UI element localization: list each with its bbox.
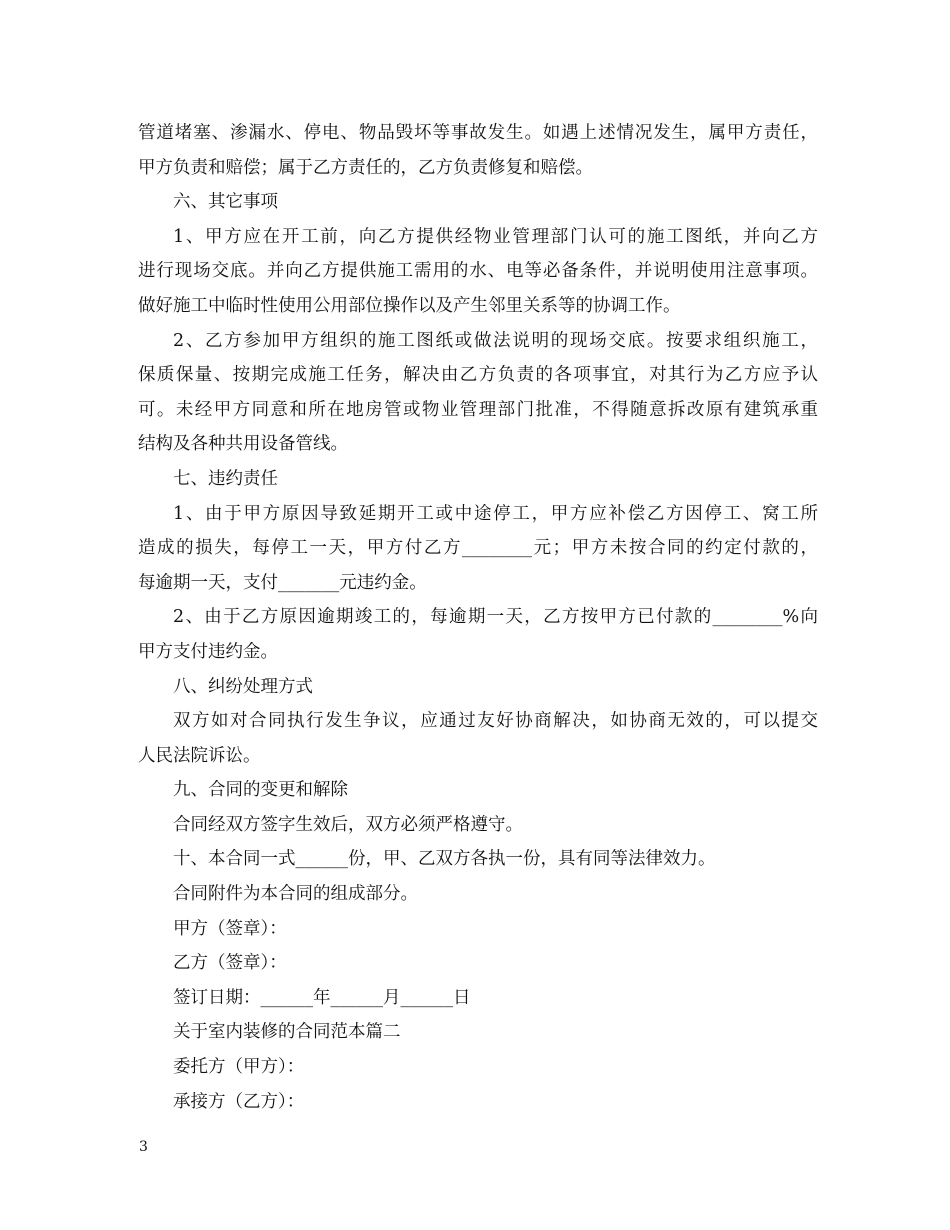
contract-body xyxy=(138,116,818,1119)
text-line: 做好施工中临时性使用公用部位操作以及产生邻里关系等的协调工作。 xyxy=(138,295,681,316)
text-line: 2、乙方参加甲方组织的施工图纸或做法说明的现场交底。按要求组织施工， xyxy=(173,330,818,351)
text-line: 1、甲方应在开工前，向乙方提供经物业管理部门认可的施工图纸，并向乙方 xyxy=(173,226,818,247)
text-line: 1、由于甲方原因导致延期开工或中途停工，甲方应补偿乙方因停工、窝工所 xyxy=(173,503,818,524)
client-party-label: 委托方（甲方）： xyxy=(173,1057,305,1078)
section-heading: 八、纠纷处理方式 xyxy=(173,676,313,697)
contractor-party-label: 承接方（乙方）： xyxy=(173,1091,305,1112)
text-line: 结构及各种共用设备管线。 xyxy=(138,434,348,455)
text-line: 管道堵塞、渗漏水、停电、物品毁坏等事故发生。如遇上述情况发生，属甲方责任， xyxy=(138,123,818,143)
text-line: 每逾期一天，支付_______元违约金。 xyxy=(138,572,427,593)
text-line: 造成的损失，每停工一天，甲方付乙方________元；甲方未按合同的约定付款的， xyxy=(138,538,818,559)
text-line: 人民法院诉讼。 xyxy=(138,745,261,766)
text-line: 可。未经甲方同意和所在地房管或物业管理部门批准，不得随意拆改原有建筑承重 xyxy=(138,399,818,420)
text-line: 保质保量、按期完成施工任务，解决由乙方负责的各项事宜，对其行为乙方应予认 xyxy=(138,365,818,386)
text-line: 合同附件为本合同的组成部分。 xyxy=(173,884,418,905)
text-line: 甲方支付违约金。 xyxy=(138,641,278,662)
text-line: 合同经双方签字生效后，双方必须严格遵守。 xyxy=(173,814,523,835)
text-line: 进行现场交底。并向乙方提供施工需用的水、电等必备条件，并说明使用注意事项。 xyxy=(138,261,818,282)
party-b-signature-label: 乙方（签章）： xyxy=(173,953,287,974)
section-heading: 六、其它事项 xyxy=(173,192,278,213)
text-line: 甲方负责和赔偿；属于乙方责任的，乙方负责修复和赔偿。 xyxy=(138,157,593,178)
signing-date-line: 签订日期：______年______月______日 xyxy=(173,987,471,1008)
text-line: 2、由于乙方原因逾期竣工的，每逾期一天，乙方按甲方已付款的________%向 xyxy=(173,607,818,628)
text-line: 双方如对合同执行发生争议，应通过友好协商解决，如协商无效的，可以提交 xyxy=(173,711,818,732)
text-line: 十、本合同一式______份，甲、乙双方各执一份，具有同等法律效力。 xyxy=(173,849,716,870)
section-heading: 七、违约责任 xyxy=(173,468,278,489)
page-number: 3 xyxy=(139,1139,148,1155)
section-title: 关于室内装修的合同范本篇二 xyxy=(173,1022,401,1043)
section-heading: 九、合同的变更和解除 xyxy=(173,780,348,801)
party-a-signature-label: 甲方（签章）： xyxy=(173,918,287,939)
